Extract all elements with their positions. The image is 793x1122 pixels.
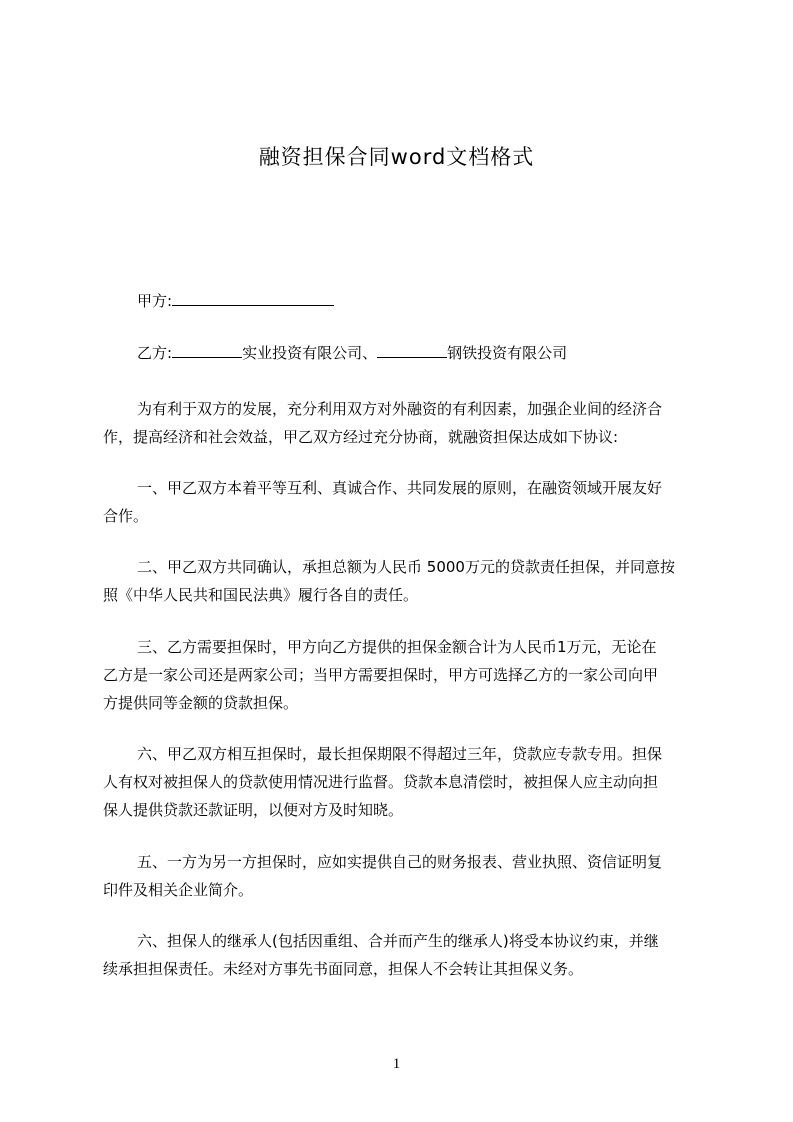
party-b-blank-1 — [172, 343, 242, 358]
paragraph-5-line-2: 人有权对被担保人的贷款使用情况进行监督。贷款本息清偿时，被担保人应主动向担 — [103, 773, 659, 791]
party-a-line — [103, 287, 749, 315]
paragraph-5-line-3: 保人提供贷款还款证明，以便对方及时知晓。 — [103, 801, 404, 819]
paragraph-2-line-2: 合作。 — [103, 507, 149, 525]
paragraph-4-line-2: 乙方是一家公司还是两家公司；当甲方需要担保时，甲方可选择乙方的一家公司向甲 — [103, 666, 659, 684]
paragraph-6-line-2: 印件及相关企业简介。 — [103, 881, 254, 899]
party-b-blank-2 — [377, 343, 447, 358]
party-a-blank — [172, 291, 334, 306]
paragraph-1-line-1: 为有利于双方的发展，充分利用双方对外融资的有利因素，加强企业间的经济合 — [137, 400, 663, 418]
paragraph-7-line-2: 续承担担保责任。未经对方事先书面同意，担保人不会转让其担保义务。 — [103, 960, 584, 978]
party-b-label: 乙方: — [137, 344, 173, 362]
document-title: 融资担保合同word文档格式 — [258, 145, 535, 169]
paragraph-2-line-1: 一、甲乙双方本着平等互利、真诚合作、共同发展的原则，在融资领域开展友好 — [137, 479, 663, 497]
page-number: 1 — [392, 1056, 401, 1072]
paragraph-7-line-1: 六、担保人的继承人(包括因重组、合并而产生的继承人)将受本协议约束，并继 — [137, 932, 659, 950]
paragraph-5-line-1: 六、甲乙双方相互担保时，最长担保期限不得超过三年，贷款应专款专用。担保 — [137, 745, 663, 763]
paragraph-3-line-2: 照《中华人民共和国民法典》履行各自的责任。 — [103, 586, 419, 604]
party-b-line — [103, 339, 749, 367]
paragraph-6-line-1: 五、一方为另一方担保时，应如实提供自己的财务报表、营业执照、资信证明复 — [137, 853, 663, 871]
party-b-company-2: 钢铁投资有限公司 — [447, 344, 568, 362]
paragraph-4-line-1: 三、乙方需要担保时，甲方向乙方提供的担保金额合计为人民币1万元，无论在 — [137, 638, 657, 656]
paragraph-3-line-1: 二、甲乙双方共同确认，承担总额为人民币 5000万元的贷款责任担保，并同意按 — [137, 558, 675, 576]
party-b-company-1: 实业投资有限公司、 — [242, 344, 378, 362]
paragraph-1-line-2: 作，提高经济和社会效益，甲乙双方经过充分协商，就融资担保达成如下协议: — [103, 428, 619, 446]
paragraph-4-line-3: 方提供同等金额的贷款担保。 — [103, 694, 299, 712]
party-a-label: 甲方: — [137, 292, 173, 310]
